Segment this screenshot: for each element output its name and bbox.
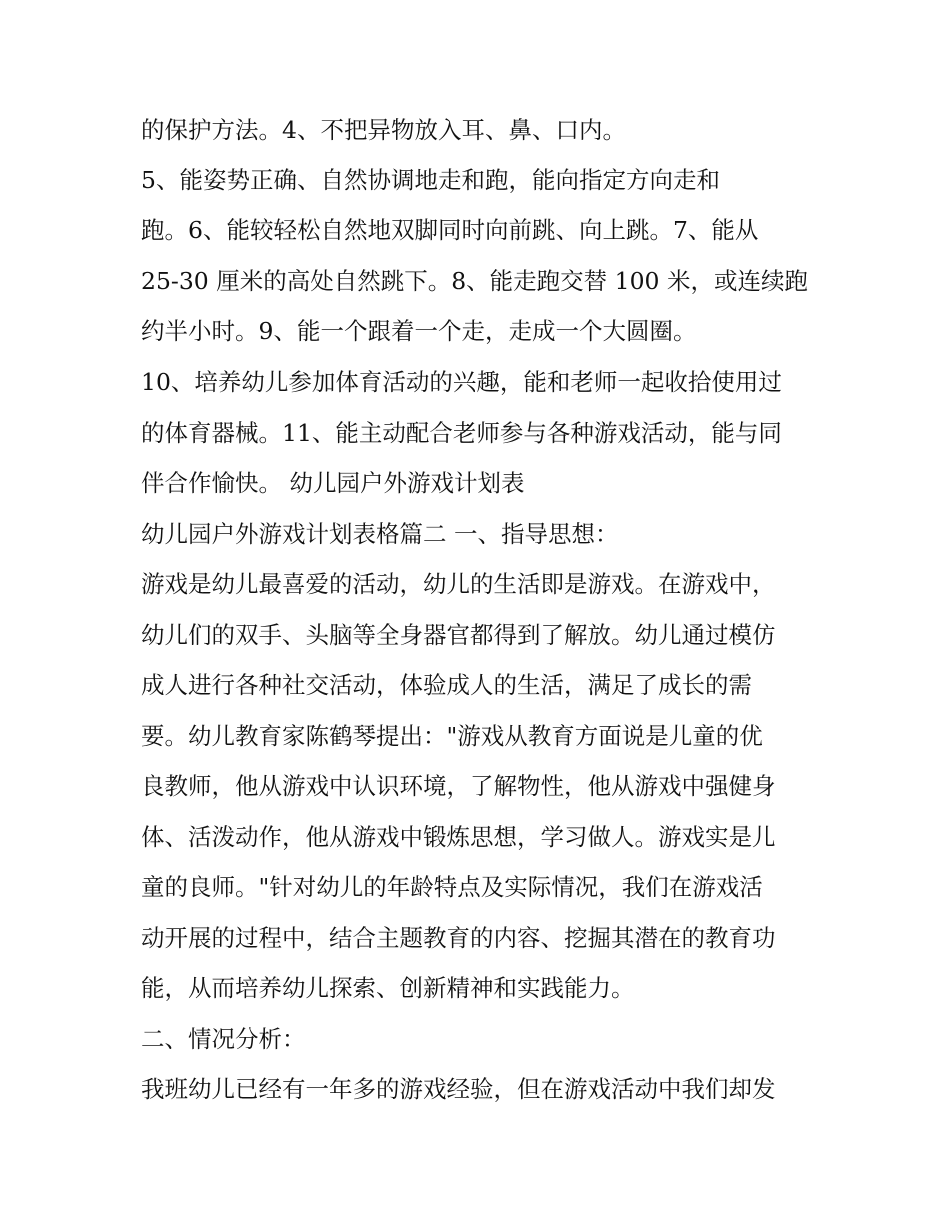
section-heading: 二、情况分析：: [141, 1025, 306, 1053]
text-line: 能，从而培养幼儿探索、创新精神和实践能力。: [141, 974, 635, 1002]
text-line: 的保护方法。4、不把异物放入耳、鼻、口内。: [141, 116, 626, 144]
text-line: 伴合作愉快。 幼儿园户外游戏计划表: [141, 469, 525, 497]
text-line: 童的良师。"针对幼儿的年龄特点及实际情况，我们在游戏活: [141, 873, 763, 901]
text-line: 游戏是幼儿最喜爱的活动，幼儿的生活即是游戏。在游戏中，: [141, 570, 776, 598]
text-line: 体、活泼动作，他从游戏中锻炼思想，学习做人。游戏实是儿: [141, 823, 776, 851]
text-line: 幼儿们的双手、头脑等全身器官都得到了解放。幼儿通过模仿: [141, 621, 776, 649]
text-line: 跑。6、能较轻松自然地双脚同时向前跳、向上跳。7、能从: [141, 216, 759, 244]
text-line: 的体育器械。11、能主动配合老师参与各种游戏活动，能与同: [141, 419, 782, 447]
text-line: 10、培养幼儿参加体育活动的兴趣，能和老师一起收拾使用过: [141, 368, 782, 396]
text-line: 成人进行各种社交活动，体验成人的生活，满足了成长的需: [141, 671, 752, 699]
text-line: 约半小时。9、能一个跟着一个走，走成一个大圆圈。: [141, 317, 697, 345]
text-line: 5、能姿势正确、自然协调地走和跑，能向指定方向走和: [141, 166, 720, 194]
text-line: 幼儿园户外游戏计划表格篇二 一、指导思想：: [141, 520, 619, 548]
text-line: 动开展的过程中，结合主题教育的内容、挖掘其潜在的教育功: [141, 924, 776, 952]
text-line: 我班幼儿已经有一年多的游戏经验，但在游戏活动中我们却发: [141, 1075, 776, 1103]
text-line: 良教师，他从游戏中认识环境，了解物性，他从游戏中强健身: [141, 772, 776, 800]
text-line: 要。幼儿教育家陈鹤琴提出："游戏从教育方面说是儿童的优: [141, 722, 763, 750]
text-line: 25-30 厘米的高处自然跳下。8、能走跑交替 100 米，或连续跑: [141, 267, 808, 295]
